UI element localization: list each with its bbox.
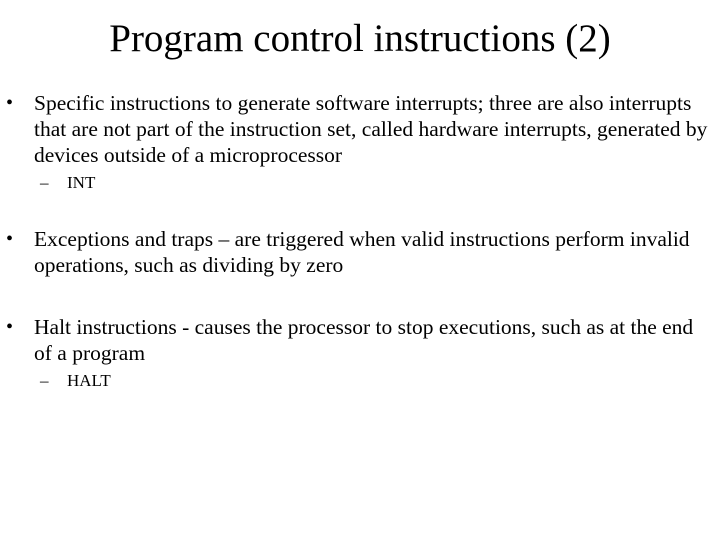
bullet-2 [6,226,714,278]
slide-title: Program control instructions (2) [109,17,611,60]
sub-bullet-marker: – [40,173,49,192]
bullet-marker: • [6,228,14,250]
bullet-marker: • [6,92,14,114]
sub-bullet-1 [40,172,95,194]
sub-bullet-3 [40,370,111,392]
sub-bullet-1-text: INT [67,173,96,192]
sub-bullet-marker: – [40,371,49,390]
bullet-2-text: Exceptions and traps – are triggered when valid instructions perform invalid operations, such as dividing by zero [34,227,690,277]
bullet-3 [6,314,714,366]
bullet-3-text: Halt instructions - causes the processor to stop executions, such as at the end of a program [34,315,694,365]
bullet-marker: • [6,316,14,338]
sub-bullet-3-text: HALT [67,371,111,390]
bullet-1 [6,90,714,168]
bullet-1-text: Specific instructions to generate software interrupts; three are also interrupts that are not part of the instruction set, called hardware interrupts, generated by devices outside of a microprocessor [34,91,708,167]
